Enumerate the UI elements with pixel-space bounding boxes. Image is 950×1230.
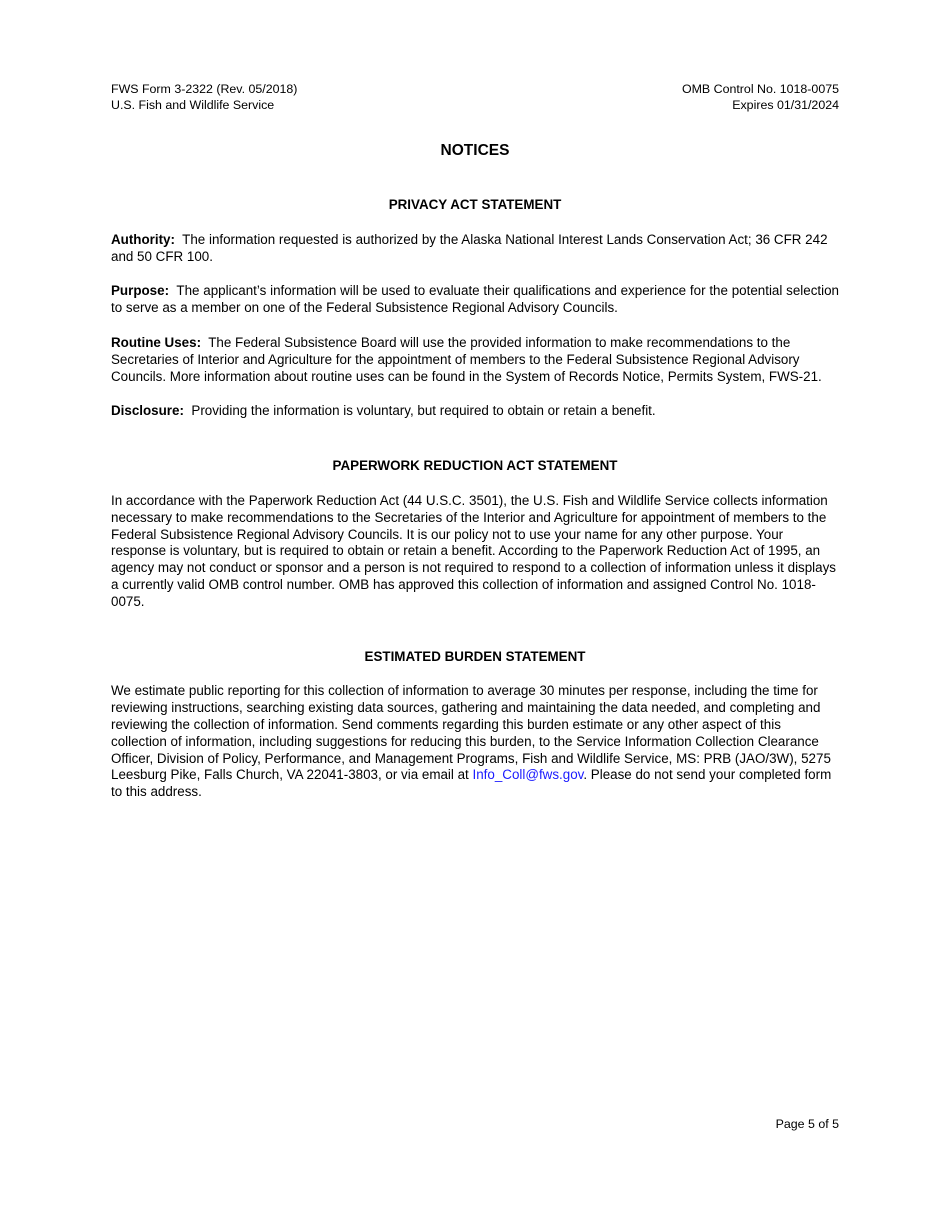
omb-control-number: OMB Control No. 1018-0075 [681, 82, 839, 96]
authority-paragraph [111, 232, 839, 266]
purpose-paragraph [111, 283, 839, 317]
page-title: NOTICES [440, 142, 510, 159]
disclosure-label: Disclosure: [111, 403, 184, 419]
authority-text: The information requested is authorized by the Alaska National Interest Lands Conservation Act; 36 CFR 242 and 50 CFR 100. [111, 231, 828, 264]
burden-text-end: . Please do not send your completed form to this address. [111, 767, 832, 800]
disclosure-paragraph [111, 403, 839, 420]
routine-uses-text: The Federal Subsistence Board will use the provided information to make recommendations to the Secretaries of Interior and Agriculture for the appointment of members to the Federal Subsistence Regional Advisory Councils. More information about routine uses can be found in the System of Records Notice, Permits System, FWS-21. [111, 334, 822, 384]
page-number: Page 5 of 5 [775, 1117, 839, 1131]
burden-heading: ESTIMATED BURDEN STATEMENT [364, 648, 586, 664]
privacy-heading: PRIVACY ACT STATEMENT [388, 197, 562, 212]
agency-name: U.S. Fish and Wildlife Service [111, 97, 275, 112]
email-link[interactable]: Info_Coll@fws.gov [472, 767, 584, 783]
expiration-date: Expires 01/31/2024 [732, 97, 839, 112]
form-id-block [111, 82, 297, 113]
disclosure-text: Providing the information is voluntary, but required to obtain or retain a benefit. [191, 403, 656, 419]
purpose-text: The applicant’s information will be used to evaluate their qualifications and experience for the potential selection to serve as a member on one of the Federal Subsistence Regional Advisory Councils. [111, 283, 839, 316]
paperwork-heading: PAPERWORK REDUCTION ACT STATEMENT [332, 458, 618, 474]
routine-uses-paragraph [111, 335, 839, 385]
form-header [111, 82, 839, 113]
paperwork-paragraph: In accordance with the Paperwork Reduction Act (44 U.S.C. 3501), the U.S. Fish and Wildlife Service collects information necessary to make recommendations to the Secretaries of the Interior and Agriculture for appointment of members to the Federal Subsistence Regional Advisory Councils. It is our policy not to use your name for any other purpose. Your response is voluntary, but is required to obtain or retain a benefit. According to the Paperwork Reduction Act of 1995, an agency may not conduct or sponsor and a person is not required to respond to a collection of information unless it displays a currently valid OMB control number. OMB has approved this collection of information and assigned Control No. 1018-0075. [111, 492, 836, 609]
authority-label: Authority: [111, 231, 175, 247]
document-page [111, 82, 839, 801]
omb-block [682, 82, 839, 113]
burden-paragraph [111, 683, 839, 801]
routine-uses-label: Routine Uses: [111, 334, 202, 350]
form-number: FWS Form 3-2322 (Rev. 05/2018) [111, 82, 298, 96]
purpose-label: Purpose: [111, 283, 170, 299]
burden-text: We estimate public reporting for this collection of information to average 30 minutes per response, including the time for reviewing instructions, searching existing data sources, gathering and maintaining the data needed, and completing and reviewing the collection of information. Send comments regarding this burden estimate or any other aspect of this collection of information, including suggestions for reducing this burden, to the Service Information Collection Clearance Officer, Division of Policy, Performance, and Management Programs, Fish and Wildlife Service, MS: PRB (JAO/3W), 5275 Leesburg Pike, Falls Church, VA 22041-3803, or via email at [111, 683, 831, 783]
